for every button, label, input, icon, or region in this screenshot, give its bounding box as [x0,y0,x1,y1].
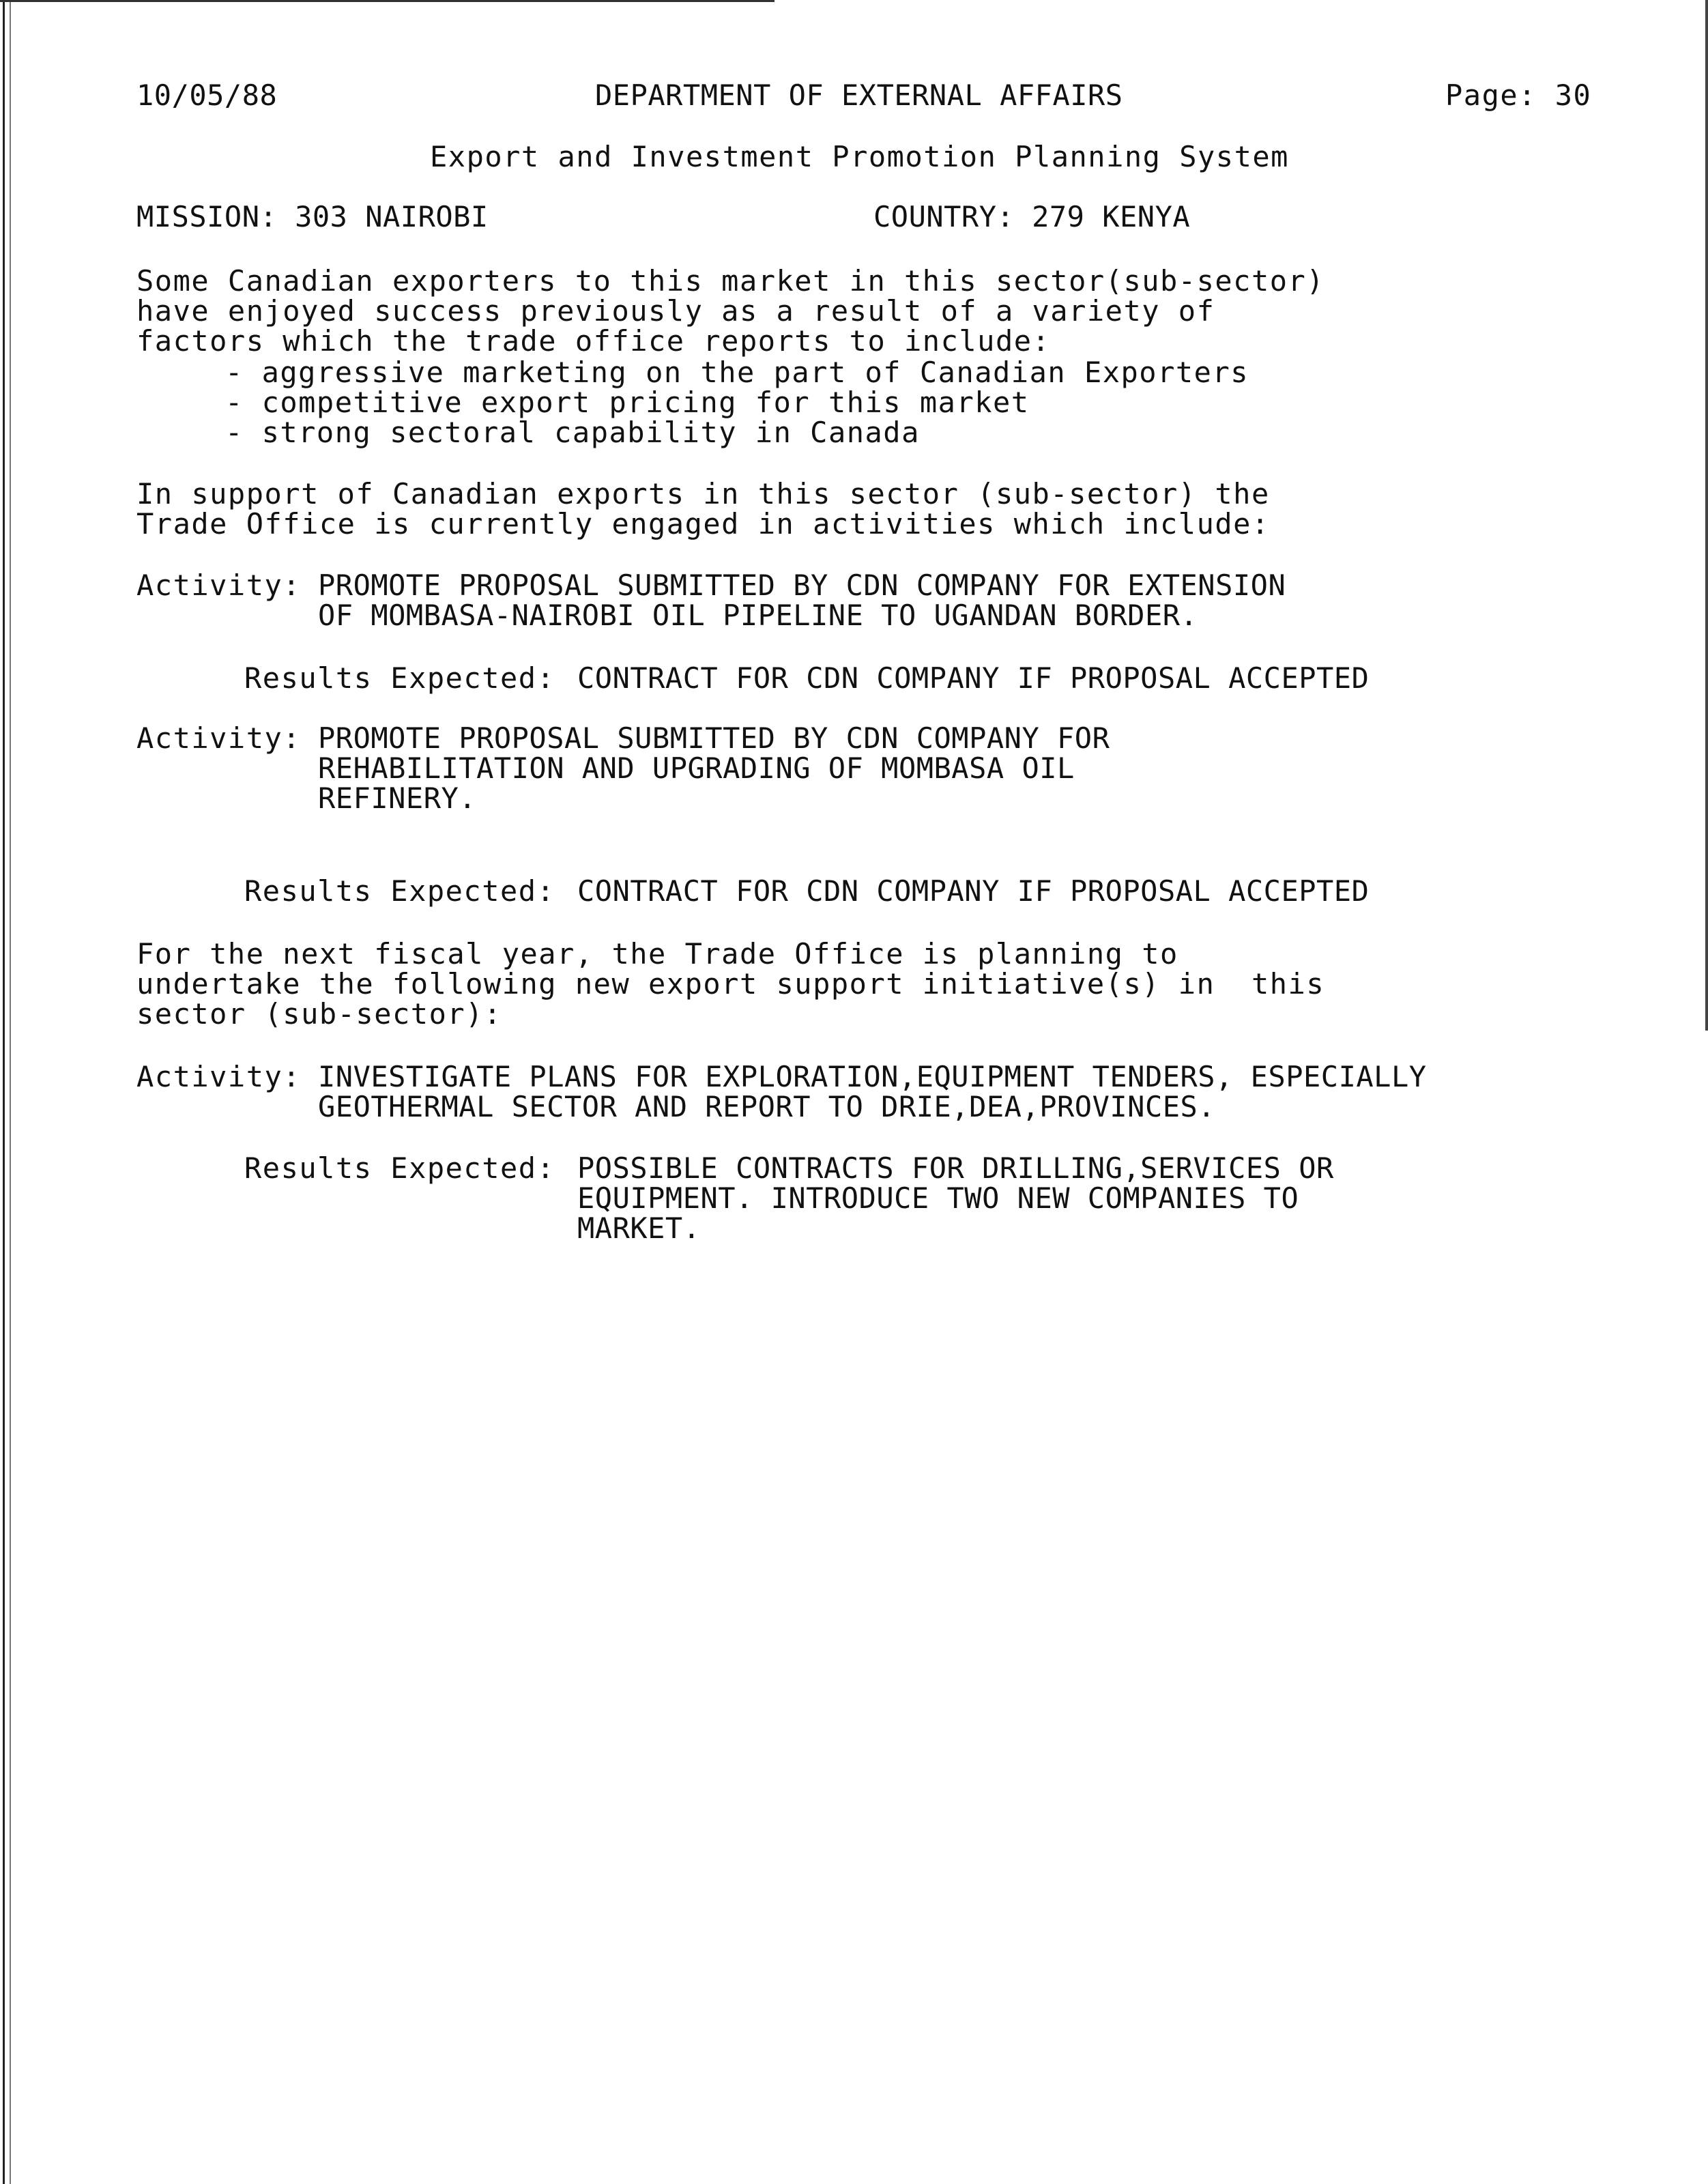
activity-text: OF MOMBASA-NAIROBI OIL PIPELINE TO UGANDAN BORDER. [318,599,1198,632]
activity-text: PROMOTE PROPOSAL SUBMITTED BY CDN COMPANY FOR EXTENSION [318,569,1286,602]
support-line: In support of Canadian exports in this sector (sub-sector) the [136,477,1270,511]
intro-line: have enjoyed success previously as a result of a variety of [136,294,1215,328]
activity-text: PROMOTE PROPOSAL SUBMITTED BY CDN COMPANY FOR [318,721,1110,755]
activity-label: Activity: [136,1060,302,1093]
results-text: CONTRACT FOR CDN COMPANY IF PROPOSAL ACCEPTED [577,661,1370,695]
results-label: Results Expected: [244,874,555,908]
next-year-line: For the next fiscal year, the Trade Office is planning to [136,937,1178,971]
activity-text: GEOTHERMAL SECTOR AND REPORT TO DRIE,DEA,PROVINCES. [318,1090,1216,1123]
support-line: Trade Office is currently engaged in activities which include: [136,507,1270,541]
intro-line: factors which the trade office reports to include: [136,324,1051,358]
results-text: CONTRACT FOR CDN COMPANY IF PROPOSAL ACCEPTED [577,874,1370,908]
results-label: Results Expected: [244,1151,555,1185]
system-title: Export and Investment Promotion Planning System [430,140,1289,173]
activity-label: Activity: [136,569,302,602]
report-date: 10/05/88 [136,78,278,112]
activity-label: Activity: [136,721,302,755]
next-year-line: sector (sub-sector): [136,997,502,1031]
scan-border-left-inner [10,0,11,2184]
results-text: MARKET. [577,1211,701,1245]
mission-label: MISSION: 303 NAIROBI [136,200,489,233]
scan-border-left [3,0,5,2184]
intro-bullet: - competitive export pricing for this market [225,386,1030,419]
department-title: DEPARTMENT OF EXTERNAL AFFAIRS [595,78,1123,112]
activity-text: REHABILITATION AND UPGRADING OF MOMBASA OIL [318,751,1075,785]
results-text: POSSIBLE CONTRACTS FOR DRILLING,SERVICES OR [577,1151,1334,1185]
intro-bullet: - aggressive marketing on the part of Canadian Exporters [225,356,1249,389]
scan-border-top [0,0,775,2]
results-label: Results Expected: [244,661,555,695]
country-label: COUNTRY: 279 KENYA [873,200,1191,233]
intro-bullet: - strong sectoral capability in Canada [225,416,920,449]
results-text: EQUIPMENT. INTRODUCE TWO NEW COMPANIES TO [577,1181,1299,1215]
activity-text: REFINERY. [318,781,477,815]
page-number: Page: 30 [1445,78,1592,112]
next-year-line: undertake the following new export support initiative(s) in this [136,967,1325,1001]
scan-border-right [1705,0,1708,1031]
activity-text: INVESTIGATE PLANS FOR EXPLORATION,EQUIPMENT TENDERS, ESPECIALLY [318,1060,1427,1093]
intro-line: Some Canadian exporters to this market in this sector(sub-sector) [136,264,1325,298]
